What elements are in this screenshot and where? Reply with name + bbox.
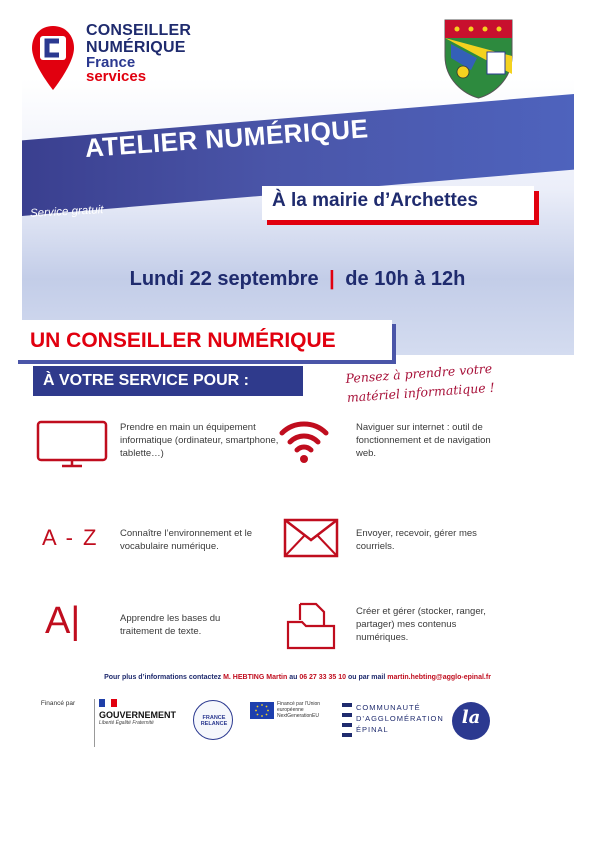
contact-phone: 06 27 33 35 10	[299, 674, 347, 681]
envelope-icon	[283, 518, 339, 558]
logo-line-2: NUMÉRIQUE	[86, 39, 186, 56]
finance-label: Financé par	[40, 700, 76, 707]
time-text: de 10h à 12h	[345, 268, 466, 290]
epinal-line-2: D’AGGLOMÉRATION	[356, 714, 444, 723]
feature-3-text: Connaître l’environnement et le vocabulaire numérique.	[120, 528, 253, 552]
contact-name: M. HEBTING Martin	[223, 674, 288, 681]
france-relance-text: FRANCE RELANCE	[200, 715, 228, 727]
a-z-icon: A - Z	[42, 525, 99, 550]
epinal-agglo-logo	[356, 702, 444, 735]
eu-funding-text: Financé par l’Union européenne NextGenerationEU	[277, 701, 321, 719]
conseiller-numerique-pin-icon	[30, 24, 76, 92]
france-relance-logo	[193, 700, 233, 740]
feature-4-text: Envoyer, recevoir, gérer mes courriels.	[356, 528, 477, 552]
gouvernement-name: GOUVERNEMENT	[99, 710, 177, 720]
text-cursor-icon: A|	[45, 600, 81, 642]
service-banner	[33, 366, 303, 396]
coat-of-arms-icon	[441, 14, 516, 100]
date-separator: |	[329, 268, 335, 290]
logo-line-1: CONSEILLER	[86, 22, 192, 39]
folder-icon	[286, 600, 336, 650]
epinal-line-3: ÉPINAL	[356, 725, 389, 734]
epinal-logo-icon	[342, 703, 352, 737]
logo-services: services	[86, 68, 147, 85]
logo-france: France	[86, 54, 136, 71]
french-flag-icon	[99, 699, 117, 707]
monitor-icon	[36, 420, 108, 470]
handwritten-note: Pensez à prendre votre matériel informatique !	[345, 360, 496, 405]
location-text: À la mairie d’Archettes	[272, 190, 478, 211]
date-line	[0, 268, 595, 291]
epinal-line-1: COMMUNAUTÉ	[356, 703, 421, 712]
service-gratuit-label: Service gratuit	[29, 204, 104, 220]
location-box	[262, 186, 534, 220]
contact-line	[0, 674, 595, 681]
feature-5-text: Apprendre les bases du traitement de texte.	[120, 613, 221, 637]
contact-prefix: Pour plus d’informations contactez	[104, 674, 224, 681]
feature-2-text: Naviguer sur internet : outil de fonctionnement et de navigation web.	[356, 422, 491, 459]
contact-phone-prefix: au	[287, 674, 300, 681]
wifi-icon	[279, 417, 329, 465]
service-banner-text: À VOTRE SERVICE POUR :	[43, 372, 249, 389]
la-logo	[452, 702, 490, 740]
eu-flag-icon	[250, 702, 274, 719]
la-logo-text: la	[461, 707, 481, 728]
date-text: Lundi 22 septembre	[129, 268, 319, 290]
contact-email[interactable]: martin.hebting@agglo-epinal.fr	[387, 674, 491, 681]
feature-6-text: Créer et gérer (stocker, ranger, partager) mes contenus numériques.	[356, 606, 486, 643]
contact-mail-prefix: ou par mail	[346, 674, 388, 681]
conseiller-banner	[14, 320, 392, 360]
gouvernement-logo	[94, 699, 180, 747]
gouvernement-motto: Liberté Égalité Fraternité	[99, 720, 154, 726]
conseiller-banner-text: UN CONSEILLER NUMÉRIQUE	[30, 329, 336, 352]
conseiller-numerique-logo	[86, 22, 191, 84]
page-title: ATELIER NUMÉRIQUE	[84, 113, 370, 163]
feature-1-text: Prendre en main un équipement informatique (ordinateur, smartphone, tablette…)	[120, 422, 279, 459]
